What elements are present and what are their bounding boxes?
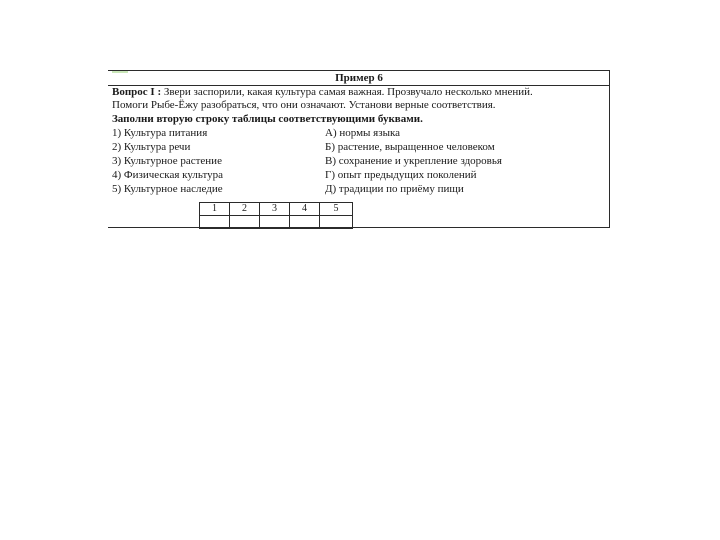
answer-header-cell: 5	[320, 203, 353, 216]
question-intro-1: Звери заспорили, какая культура самая важная. Прозвучало несколько мнений.	[161, 86, 533, 98]
left-item-1: 1) Культура питания	[112, 127, 208, 139]
left-item-2: 2) Культура речи	[112, 141, 191, 153]
answer-header-cell: 3	[260, 203, 290, 216]
right-item-d: Г) опыт предыдущих поколений	[325, 169, 477, 181]
answer-table	[199, 202, 353, 229]
answer-cell[interactable]	[320, 216, 353, 229]
answer-cell[interactable]	[290, 216, 320, 229]
right-item-c: В) сохранение и укрепление здоровья	[325, 155, 502, 167]
answer-table-header-row	[200, 203, 353, 216]
question-line-1	[112, 86, 533, 99]
question-label: Вопрос I :	[112, 86, 162, 98]
answer-cell[interactable]	[260, 216, 290, 229]
question-intro-2: Помоги Рыбе-Ёжу разобраться, что они означают. Установи верные соответствия.	[112, 99, 496, 111]
answer-header-cell: 2	[230, 203, 260, 216]
answer-table-answer-row	[200, 216, 353, 229]
question-instruction: Заполни вторую строку таблицы соответствующими буквами.	[112, 113, 423, 125]
left-item-3: 3) Культурное растение	[112, 155, 222, 167]
left-item-5: 5) Культурное наследие	[112, 183, 223, 195]
answer-cell[interactable]	[230, 216, 260, 229]
page-title: Пример 6	[335, 72, 383, 84]
answer-header-cell: 1	[200, 203, 230, 216]
answer-cell[interactable]	[200, 216, 230, 229]
task-sheet	[108, 70, 610, 228]
right-item-b: Б) растение, выращенное человеком	[325, 141, 495, 153]
right-item-a: А) нормы языка	[325, 127, 401, 139]
answer-header-cell: 4	[290, 203, 320, 216]
right-item-e: Д) традиции по приёму пищи	[325, 183, 464, 195]
left-item-4: 4) Физическая культура	[112, 169, 223, 181]
